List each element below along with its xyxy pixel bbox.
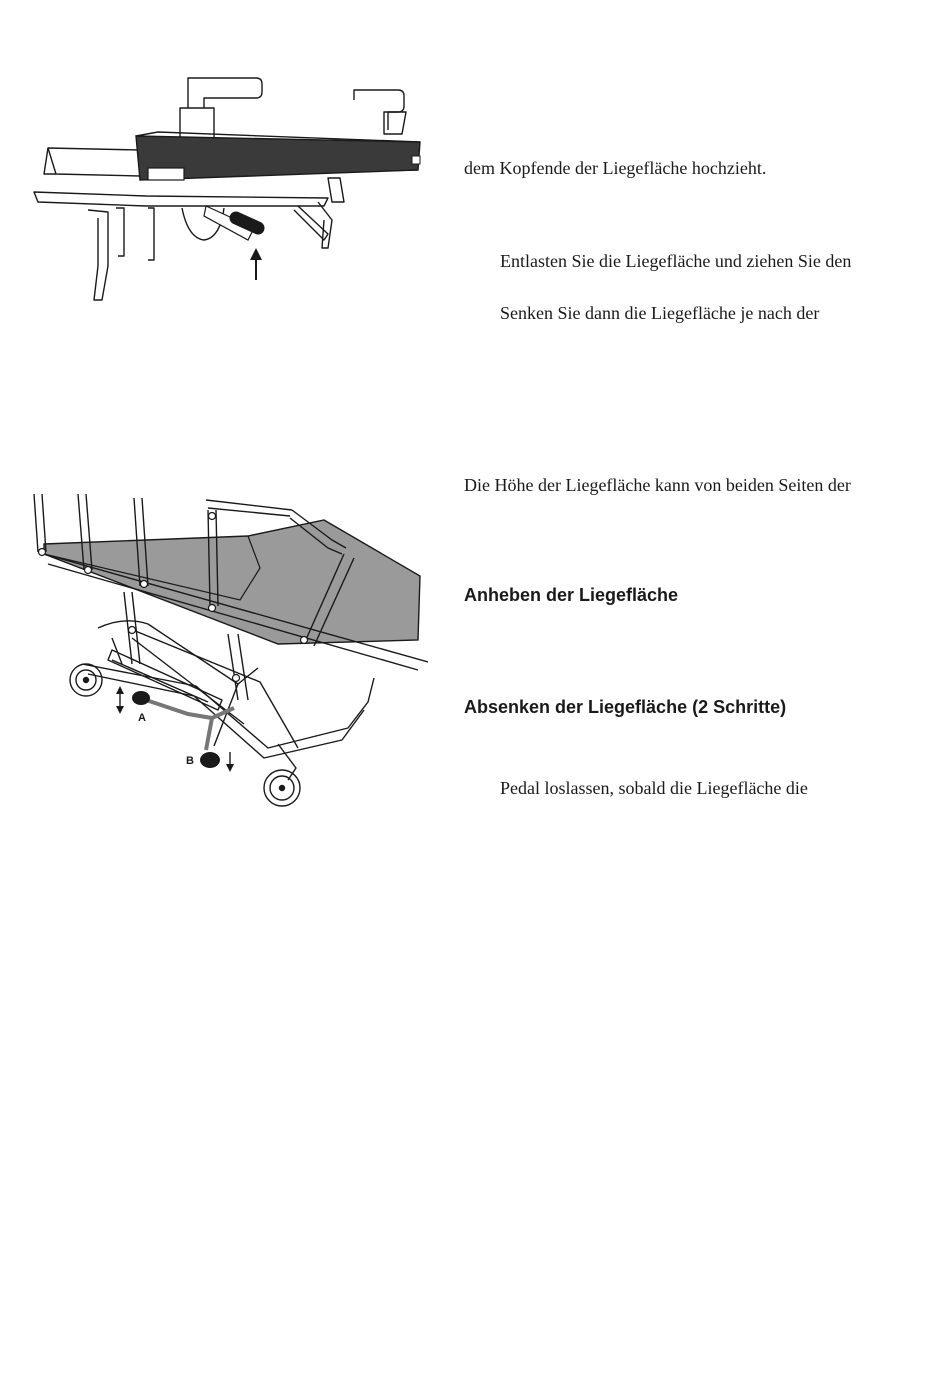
stretcher-pedal-illustration bbox=[28, 488, 428, 818]
stretcher-head-lever-illustration bbox=[28, 70, 428, 310]
heading-absenken: Absenken der Liegefläche (2 Schritte) bbox=[464, 697, 787, 717]
text-line-hoehe: Die Höhe der Liegefläche kann von beiden Seiten der bbox=[464, 475, 851, 495]
text-line-entlasten: Entlasten Sie die Liegefläche und ziehen Sie den bbox=[500, 251, 852, 271]
pedal-b-label: B bbox=[186, 755, 194, 767]
text-line-kopfende: dem Kopfende der Liegefläche hochzieht. bbox=[464, 158, 767, 178]
text-line-pedal: Pedal loslassen, sobald die Liegefläche die bbox=[500, 778, 808, 798]
pedal-a-label: A bbox=[138, 712, 146, 724]
text-line-senken: Senken Sie dann die Liegefläche je nach der bbox=[500, 303, 820, 323]
heading-anheben: Anheben der Liegefläche bbox=[464, 585, 679, 605]
